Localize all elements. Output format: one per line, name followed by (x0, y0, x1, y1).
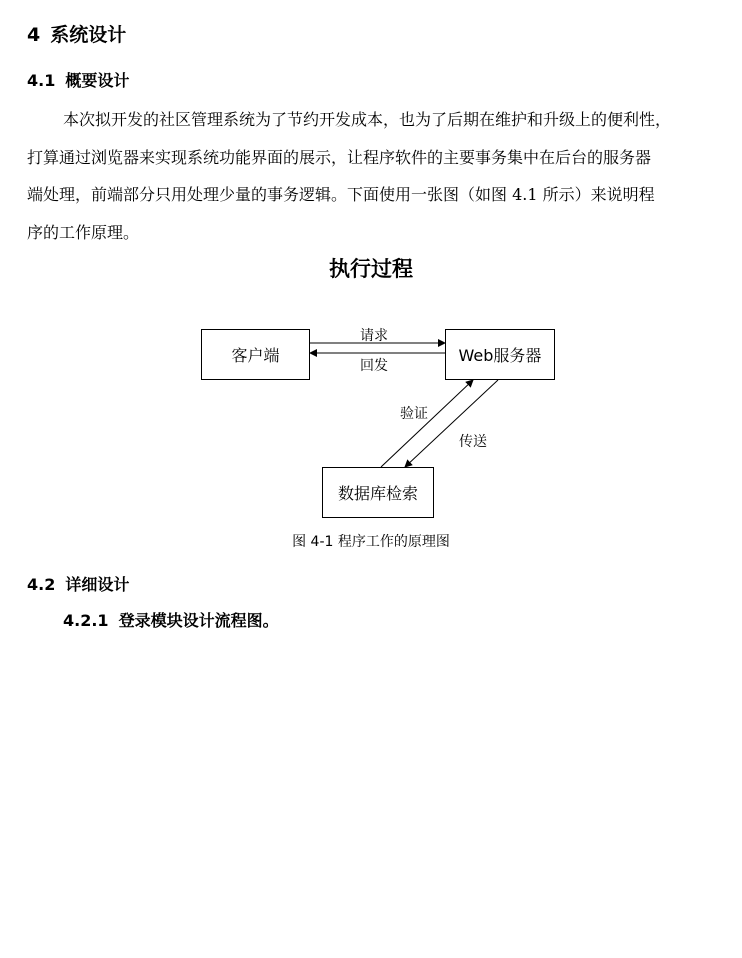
transfer-label: 传送 (459, 434, 487, 450)
paragraph-line: 端处理，前端部分只用处理少量的事务逻辑。下面使用一张图（如图 4.1 所示）来说明程 (27, 185, 655, 204)
subsection-number: 4.2.1 (63, 611, 109, 630)
section-title: 系统设计 (50, 24, 127, 46)
client-node: 客户端 (201, 329, 310, 380)
subsection-heading (63, 608, 279, 631)
verify-arrow (381, 380, 473, 467)
request-label: 请求 (360, 328, 388, 344)
transfer-arrow (405, 380, 498, 467)
subsection-title: 登录模块设计流程图。 (118, 611, 279, 630)
database-node: 数据库检索 (322, 467, 434, 518)
overview-title: 概要设计 (65, 71, 130, 90)
verify-label: 验证 (400, 406, 428, 422)
overview-number: 4.1 (27, 71, 56, 90)
figure-title: 执行过程 (329, 257, 413, 281)
paragraph-line: 打算通过浏览器来实现系统功能界面的展示，让程序软件的主要事务集中在后台的服务器 (27, 147, 652, 167)
detail-number: 4.2 (27, 575, 56, 594)
server-node: Web服务器 (445, 329, 555, 380)
reply-label: 回发 (360, 358, 388, 374)
detail-title: 详细设计 (65, 575, 130, 594)
detail-heading (27, 572, 129, 595)
section-number: 4 (27, 24, 41, 46)
figure-caption: 图 4-1 程序工作的原理图 (292, 534, 450, 550)
paragraph-line: 序的工作原理。 (27, 222, 140, 242)
paragraph-line: 本次拟开发的社区管理系统为了节约开发成本，也为了后期在维护和升级上的便利性， (63, 110, 672, 129)
